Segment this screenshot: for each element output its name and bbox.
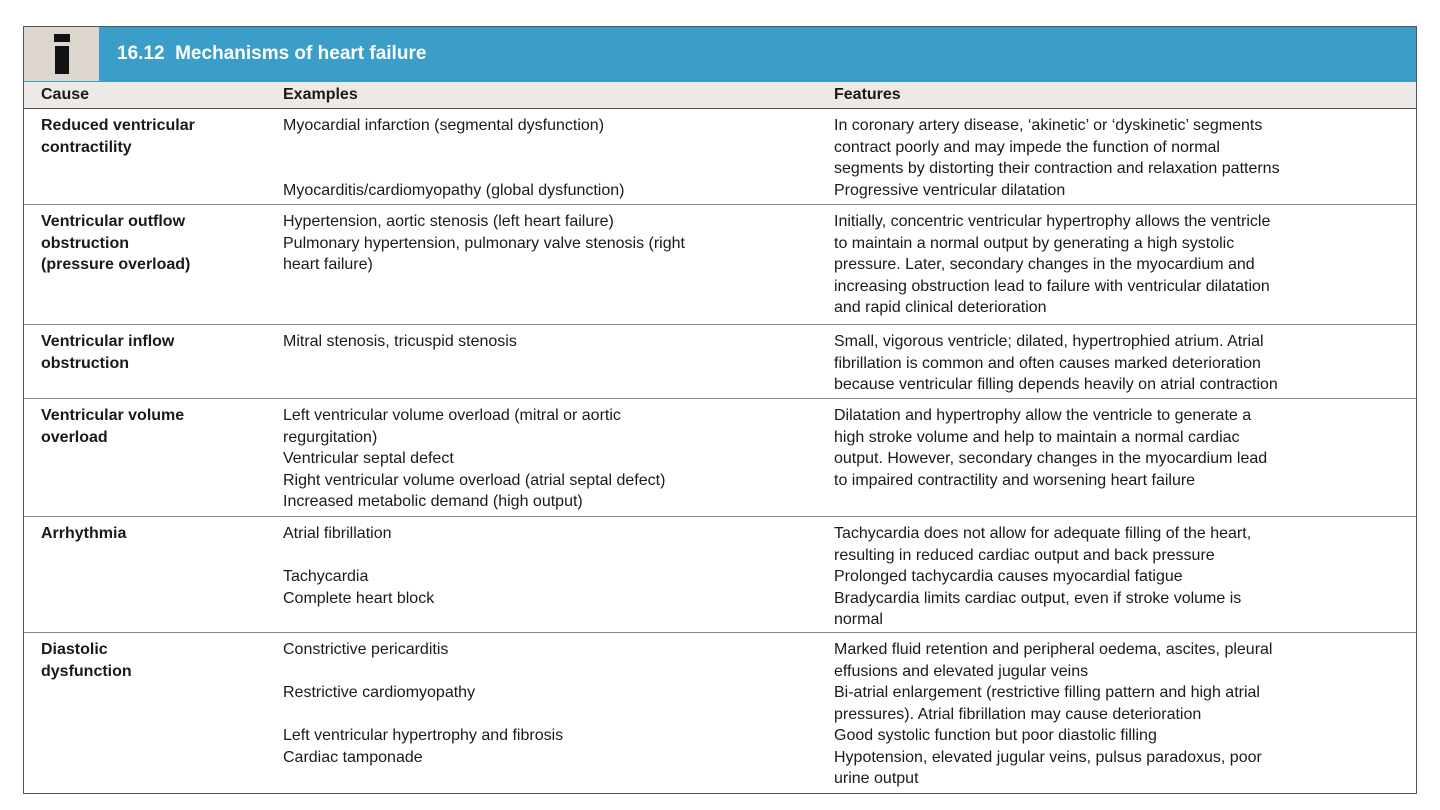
- examples-cell: [266, 331, 817, 393]
- examples-line: Myocardial infarction (segmental dysfunction): [283, 117, 605, 134]
- examples-line: Myocarditis/cardiomyopathy (global dysfunction): [283, 181, 625, 199]
- examples-line: Constrictive pericarditis: [283, 641, 449, 658]
- cause-line: obstruction: [41, 354, 129, 372]
- examples-line: Mitral stenosis, tricuspid stenosis: [283, 333, 517, 350]
- features-cell: [817, 115, 1416, 199]
- features-line: Dilatation and hypertrophy allow the ventricle to generate a: [834, 407, 1252, 424]
- cause-cell: [24, 523, 266, 627]
- header-features: Features: [834, 86, 901, 103]
- examples-line: Left ventricular hypertrophy and fibrosis: [283, 727, 564, 744]
- cause-line: Reduced ventricular: [41, 117, 195, 134]
- features-line: resulting in reduced cardiac output and back pressure: [834, 546, 1215, 564]
- cause-line: Ventricular inflow: [41, 333, 175, 350]
- box-title-text: Mechanisms of heart failure: [175, 43, 427, 64]
- features-line: effusions and elevated jugular veins: [834, 662, 1089, 680]
- features-line: Small, vigorous ventricle; dilated, hypertrophied atrium. Atrial: [834, 333, 1264, 350]
- features-line: to impaired contractility and worsening heart failure: [834, 471, 1196, 489]
- table-row: [24, 633, 1416, 794]
- table-row: [24, 205, 1416, 325]
- features-line: Tachycardia does not allow for adequate filling of the heart,: [834, 525, 1252, 542]
- features-line: Good systolic function but poor diastolic filling: [834, 727, 1157, 744]
- features-line: fibrillation is common and often causes marked deterioration: [834, 354, 1261, 372]
- cause-line: Ventricular outflow: [41, 213, 186, 230]
- cause-line: Ventricular volume: [41, 407, 185, 424]
- cause-line: dysfunction: [41, 662, 132, 680]
- examples-line: Hypertension, aortic stenosis (left heart failure): [283, 213, 614, 230]
- cause-cell: [24, 405, 266, 511]
- cause-line: Arrhythmia: [41, 525, 127, 542]
- features-line: Hypotension, elevated jugular veins, pulsus paradoxus, poor: [834, 748, 1262, 766]
- features-line: segments by distorting their contraction and relaxation patterns: [834, 160, 1280, 177]
- features-cell: [817, 639, 1416, 794]
- cause-line: obstruction: [41, 234, 129, 252]
- features-line: Prolonged tachycardia causes myocardial fatigue: [834, 568, 1183, 585]
- examples-line: Cardiac tamponade: [283, 748, 423, 766]
- features-line: Progressive ventricular dilatation: [834, 181, 1066, 199]
- cause-cell: [24, 115, 266, 199]
- table-body: [24, 109, 1416, 794]
- features-line: contract poorly and may impede the function of normal: [834, 138, 1220, 156]
- box-title: [99, 27, 426, 81]
- features-line: and rapid clinical deterioration: [834, 299, 1047, 316]
- features-cell: [817, 405, 1416, 511]
- features-line: normal: [834, 611, 883, 628]
- table-row: [24, 399, 1416, 517]
- features-cell: [817, 523, 1416, 627]
- features-line: output. However, secondary changes in the myocardium lead: [834, 450, 1268, 467]
- features-line: high stroke volume and help to maintain a normal cardiac: [834, 428, 1240, 446]
- table-row: [24, 517, 1416, 633]
- cause-cell: [24, 331, 266, 393]
- features-line: Bi-atrial enlargement (restrictive filling pattern and high atrial: [834, 684, 1260, 701]
- features-line: In coronary artery disease, ‘akinetic’ or ‘dyskinetic’ segments: [834, 117, 1263, 134]
- cause-line: (pressure overload): [41, 256, 191, 273]
- examples-cell: [266, 115, 817, 199]
- features-line: pressures). Atrial fibrillation may cause deterioration: [834, 705, 1202, 723]
- examples-line: Restrictive cardiomyopathy: [283, 684, 476, 701]
- features-cell: [817, 211, 1416, 319]
- examples-line: heart failure): [283, 256, 373, 273]
- features-line: Marked fluid retention and peripheral oedema, ascites, pleural: [834, 641, 1273, 658]
- examples-line: regurgitation): [283, 428, 378, 446]
- cause-cell: [24, 639, 266, 794]
- line-gap: [283, 137, 817, 159]
- examples-cell: [266, 211, 817, 319]
- features-line: Initially, concentric ventricular hypertrophy allows the ventricle: [834, 213, 1271, 230]
- features-line: increasing obstruction lead to failure with ventricular dilatation: [834, 277, 1270, 295]
- info-icon: [51, 34, 73, 74]
- title-bar: [24, 27, 1416, 81]
- features-cell: [817, 331, 1416, 393]
- features-line: Bradycardia limits cardiac output, even if stroke volume is: [834, 589, 1242, 607]
- header-examples: Examples: [283, 86, 358, 103]
- examples-line: Ventricular septal defect: [283, 450, 454, 467]
- examples-cell: [266, 405, 817, 511]
- examples-cell: [266, 639, 817, 794]
- line-gap: [283, 704, 817, 726]
- features-line: to maintain a normal output by generating a high systolic: [834, 234, 1235, 252]
- header-cause: Cause: [41, 86, 90, 103]
- examples-line: Tachycardia: [283, 568, 369, 585]
- cause-line: contractility: [41, 138, 132, 156]
- table-row: [24, 109, 1416, 205]
- line-gap: [283, 158, 817, 180]
- cause-cell: [24, 211, 266, 319]
- examples-line: Increased metabolic demand (high output): [283, 493, 583, 510]
- info-tile: [24, 27, 99, 81]
- examples-line: Left ventricular volume overload (mitral or aortic: [283, 407, 621, 424]
- cause-line: overload: [41, 428, 108, 446]
- box-number: 16.12: [117, 43, 165, 64]
- info-box: [23, 26, 1417, 794]
- examples-line: Pulmonary hypertension, pulmonary valve stenosis (right: [283, 234, 685, 252]
- examples-line: Atrial fibrillation: [283, 525, 392, 542]
- line-gap: [283, 661, 817, 683]
- table-row: [24, 325, 1416, 399]
- features-line: pressure. Later, secondary changes in the myocardium and: [834, 256, 1255, 273]
- examples-line: Right ventricular volume overload (atrial septal defect): [283, 471, 666, 489]
- examples-line: Complete heart block: [283, 589, 435, 607]
- examples-cell: [266, 523, 817, 627]
- line-gap: [283, 545, 817, 567]
- cause-line: Diastolic: [41, 641, 108, 658]
- table-header: [24, 81, 1416, 109]
- features-line: because ventricular filling depends heavily on atrial contraction: [834, 376, 1278, 393]
- features-line: urine output: [834, 770, 919, 787]
